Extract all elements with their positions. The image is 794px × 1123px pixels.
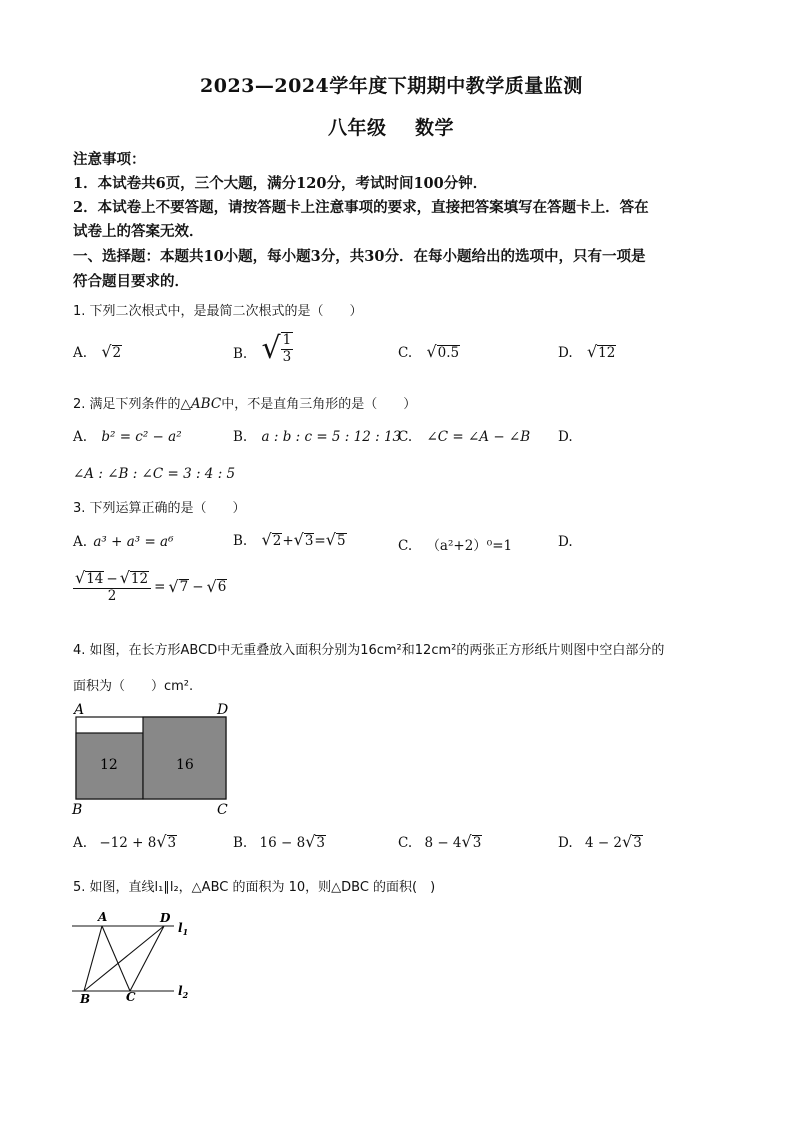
area-label-large: 16	[176, 757, 194, 773]
option-expression: 8 − 4	[424, 835, 462, 851]
notes-item-2-line-2: 试卷上的答案无效．	[73, 223, 204, 240]
option-label: C.	[398, 538, 413, 554]
vertex-label-b: B	[72, 802, 83, 818]
option-expression: a : b : c = 5 : 12 : 13	[261, 429, 402, 445]
radicand: 2	[272, 533, 282, 549]
notes-item-2-line-1: 2．本试卷上不要答题，请按答题卡上注意事项的要求，直接把答案填写在答题卡上．答在	[73, 199, 649, 216]
sqrt-icon: √	[461, 832, 472, 851]
question-2-option-b	[233, 429, 401, 445]
question-2-option-a	[73, 429, 182, 445]
radicand: 7	[179, 579, 189, 596]
option-expression: b² = c² − a²	[101, 429, 182, 445]
point-label-c: C	[126, 990, 136, 1004]
radicand: 12	[598, 345, 616, 361]
option-label: D.	[558, 835, 573, 851]
question-2-option-d: ∠A : ∠B : ∠C = 3 : 4 : 5	[73, 466, 236, 482]
question-1-option-d	[558, 344, 616, 361]
sqrt-icon: √	[119, 568, 130, 587]
question-3-option-d	[73, 570, 227, 604]
question-4-stem-line-2: 面积为（ ）cm².	[73, 679, 194, 694]
fraction-numerator: 1	[282, 332, 292, 348]
radicand: 3	[304, 533, 314, 549]
question-3-option-b	[233, 532, 347, 549]
question-2-option-c	[398, 429, 530, 445]
exam-title: 2023—2024学年度下期期中教学质量监测	[200, 75, 583, 97]
option-expression: −12 + 8	[99, 835, 157, 851]
line-label-l1: $l_1$	[178, 921, 189, 937]
point-label-d: D	[160, 911, 171, 925]
question-2-option-d-label: D.	[558, 429, 573, 445]
sqrt-icon: √	[206, 577, 217, 597]
question-3-option-c	[398, 534, 512, 554]
vertex-label-d: D	[217, 702, 229, 718]
sqrt-icon: √	[305, 832, 316, 851]
radicand: 14	[86, 571, 104, 587]
option-label: D.	[558, 345, 573, 361]
sqrt-icon: √	[622, 832, 633, 851]
sqrt-icon: √	[156, 832, 167, 851]
option-label: C.	[398, 345, 413, 361]
segment-ab	[84, 926, 102, 991]
radicand: 6	[217, 579, 227, 596]
section-1-line-1: 一、选择题：本题共10小题，每小题3分，共30分．在每小题给出的选项中，只有一项是	[73, 248, 646, 265]
question-4-stem-line-1: 4. 如图，在长方形ABCD中无重叠放入面积分别为16cm²和12cm²的两张正方形纸片则图中空白部分的	[73, 643, 665, 658]
option-label: A.	[73, 534, 88, 550]
question-4-option-d	[558, 834, 643, 851]
option-label: B.	[233, 533, 248, 549]
option-label: B.	[233, 835, 248, 851]
point-label-b: B	[80, 992, 91, 1006]
question-4-figure	[70, 700, 240, 820]
radicand: 3	[167, 835, 177, 851]
radicand: 3	[633, 835, 642, 851]
question-1-option-b	[233, 332, 293, 365]
question-1-option-c	[398, 344, 460, 361]
triangle-label: △ABC	[180, 396, 222, 412]
option-label: C.	[398, 429, 413, 445]
option-label: A.	[73, 345, 88, 361]
operator: +	[282, 533, 294, 549]
stem-text: 中，不是直角三角形的是（ ）	[221, 397, 417, 412]
radicand: 3	[472, 835, 482, 851]
option-label: B.	[233, 429, 248, 445]
question-1-option-a	[73, 344, 122, 361]
option-label: B.	[233, 346, 248, 363]
fraction	[73, 570, 151, 604]
question-4-option-a	[73, 834, 177, 851]
question-3-option-d-label: D.	[558, 534, 573, 550]
section-1-line-2: 符合题目要求的．	[73, 273, 189, 290]
sqrt-icon: √	[325, 530, 336, 549]
radicand: 3	[316, 835, 325, 851]
point-label-a: A	[98, 910, 108, 924]
vertex-label-c: C	[217, 802, 228, 818]
question-2-stem	[73, 393, 416, 412]
option-expression: （a²+2）⁰=1	[426, 538, 513, 554]
sqrt-icon: √	[168, 577, 179, 597]
line-label-l2: $l_2$	[178, 984, 189, 1000]
option-label: A.	[73, 429, 88, 445]
sqrt-icon: √	[293, 530, 304, 549]
question-3-stem: 3. 下列运算正确的是（ ）	[73, 501, 246, 516]
area-label-small: 12	[100, 757, 118, 773]
radicand: 0.5	[437, 345, 460, 361]
segment-ac	[102, 926, 130, 991]
option-expression: ∠C = ∠A − ∠B	[426, 429, 531, 445]
sqrt-icon: √	[586, 342, 598, 361]
operator: =	[314, 533, 326, 549]
vertex-label-a: A	[74, 702, 85, 718]
stem-text: 2. 满足下列条件的	[73, 397, 181, 412]
sqrt-icon: √	[101, 342, 112, 361]
operator: =	[154, 579, 166, 596]
question-3-option-a	[73, 534, 174, 550]
radicand: 12	[130, 571, 149, 587]
segment-db	[84, 926, 164, 991]
question-5-figure	[68, 905, 198, 1010]
sqrt-icon: √	[261, 530, 272, 549]
exam-subtitle: 八年级 数学	[328, 117, 454, 139]
option-expression: a³ + a³ = a⁶	[93, 534, 174, 550]
notes-item-1: 1．本试卷共6页，三个大题，满分120分，考试时间100分钟．	[73, 175, 488, 192]
radicand: 2	[112, 345, 122, 361]
option-expression: 16 − 8	[259, 835, 306, 851]
notes-heading: 注意事项：	[73, 151, 146, 168]
question-5-stem: 5. 如图，直线l₁∥l₂，△ABC 的面积为 10，则△DBC 的面积( )	[73, 880, 436, 895]
option-expression: 4 − 2	[584, 835, 623, 851]
fraction-denominator: 2	[107, 587, 117, 604]
sqrt-icon: √	[426, 342, 437, 361]
sqrt-icon: √	[75, 568, 86, 587]
option-label: A.	[73, 835, 88, 851]
question-4-option-c	[398, 834, 482, 851]
option-label: C.	[398, 835, 413, 851]
fraction-denominator: 3	[282, 348, 292, 365]
question-4-option-b	[233, 834, 326, 851]
radicand: 5	[336, 533, 346, 549]
operator: −	[106, 571, 118, 587]
sqrt-icon: √	[261, 330, 281, 366]
operator: −	[192, 579, 204, 596]
segment-dc	[130, 926, 164, 991]
question-1-stem: 1. 下列二次根式中，是最简二次根式的是（ ）	[73, 304, 363, 319]
